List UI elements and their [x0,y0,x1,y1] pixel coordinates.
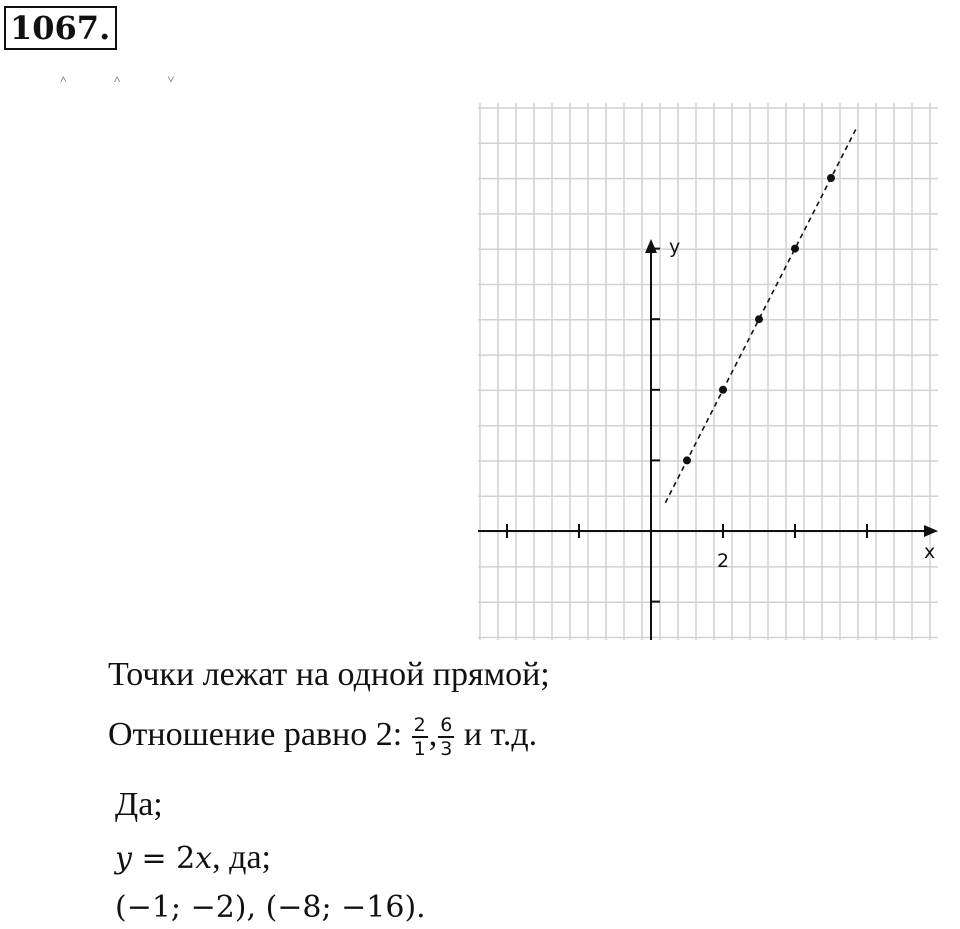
answer-line-1: Точки лежат на одной прямой; [108,656,550,693]
answer-line-5: (−1; −2), (−8; −16). [115,890,426,925]
scan-specks: ˄ ˄ ˅ [60,72,197,86]
equals-two: = 2 [131,841,196,876]
fraction-6-over-3 [438,714,454,760]
yes-text: , да; [212,839,272,876]
comma: , [428,715,438,753]
fraction-numerator: 2 [413,714,426,736]
data-point [827,174,835,182]
data-point [683,456,691,464]
x-axis-arrow [924,525,938,537]
x-axis-label: x [924,541,936,563]
etc-text: и т.д. [455,715,538,753]
y-axis-arrow [645,239,657,253]
answer-line-3: Да; [115,786,163,823]
task-number: 1067. [4,6,117,50]
fraction-2-over-1 [412,714,428,760]
fraction-denominator: 1 [413,738,426,760]
y-axis-label: y [669,236,681,258]
fraction-numerator: 6 [440,714,453,736]
var-x: x [195,841,213,876]
equation [115,841,212,876]
ratio-text: Отношение равно 2: [108,715,411,753]
answer-line-2 [108,714,537,760]
var-y: y [115,841,132,876]
data-point [719,386,727,394]
fraction-denominator: 3 [440,738,453,760]
data-point [791,245,799,253]
graph-plot [470,95,940,645]
x-tick-label: 2 [717,550,730,572]
data-point [755,315,763,323]
answer-line-4 [115,838,271,879]
